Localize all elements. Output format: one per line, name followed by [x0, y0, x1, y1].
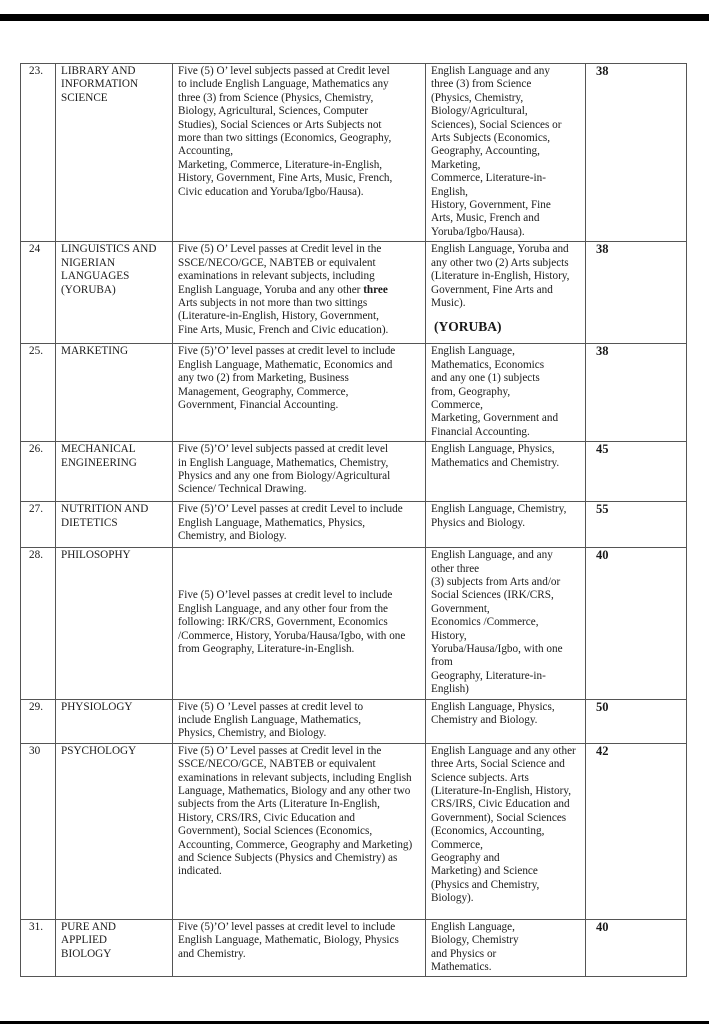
olevel-bold-word: three [363, 283, 388, 296]
course-name: PHILOSOPHY [56, 548, 173, 699]
utme-subjects: English Language, Physics, Chemistry and Biology. [426, 699, 586, 743]
olevel-requirements: Five (5) O’ Level passes at Credit level in the SSCE/NECO/GCE, NABTEB or equivalent examinations in relevant subjects, including English Language, Mathematics, Biology and any other two subjects from the Arts (Literature In-English, History, CRS/IRS, Civic Education and Government), Social Sciences (Economics, Accounting, Commerce, Geography and Marketing) and Science Subjects (Physics and Chemistry) as indicated. [173, 743, 426, 919]
row-number: 23. [21, 64, 56, 242]
cutoff-score: 38 [586, 242, 687, 344]
top-page-border [0, 14, 709, 21]
table-row [21, 242, 687, 344]
row-number: 31. [21, 919, 56, 977]
course-name: LINGUISTICS AND NIGERIAN LANGUAGES (YORUBA) [56, 242, 173, 344]
course-name: PSYCHOLOGY [56, 743, 173, 919]
olevel-requirements: Five (5)’O’ level passes at credit level to include English Language, Mathematic, Economics and any two (2) from Marketing, Business Management, Geography, Commerce, Government, Financial Accounting. [173, 344, 426, 442]
cutoff-score: 50 [586, 699, 687, 743]
utme-subjects: English Language, and any other three (3) subjects from Arts and/or Social Sciences (IRK/CRS, Government, Economics /Commerce, History, Yoruba/Hausa/Igbo, with one from Geography, Literature-in- English) [426, 548, 586, 699]
utme-text: English Language, Yoruba and any other two (2) Arts subjects (Literature in-English, History, Government, Fine Arts and Music). [431, 243, 570, 309]
olevel-requirements: Five (5) O’ level subjects passed at Credit level to include English Language, Mathematics any three (3) from Science (Physics, Chemistry, Biology, Agricultural, Sciences, Computer Studies), Social Sciences or Arts Subjects not more than two sittings (Economics, Geography, Accounting, Marketing, Commerce, Literature-in-English, History, Government, Fine Arts, Music, French, Civic education and Yoruba/Igbo/Hausa). [173, 64, 426, 242]
table-row [21, 743, 687, 919]
utme-subjects [426, 242, 586, 344]
row-number: 25. [21, 344, 56, 442]
olevel-requirements: Five (5)’O’ level subjects passed at credit level in English Language, Mathematics, Chemistry, Physics and any one from Biology/Agricultural Science/ Technical Drawing. [173, 442, 426, 502]
course-name: LIBRARY AND INFORMATION SCIENCE [56, 64, 173, 242]
row-number: 27. [21, 502, 56, 548]
cutoff-score: 55 [586, 502, 687, 548]
olevel-requirements [173, 242, 426, 344]
course-name: MECHANICAL ENGINEERING [56, 442, 173, 502]
course-name: PHYSIOLOGY [56, 699, 173, 743]
table-row [21, 548, 687, 699]
row-number: 24 [21, 242, 56, 344]
utme-subjects: English Language, Mathematics, Economics and any one (1) subjects from, Geography, Commerce, Marketing, Government and Financial Accounting. [426, 344, 586, 442]
row-number: 28. [21, 548, 56, 699]
cutoff-score: 38 [586, 64, 687, 242]
course-name: NUTRITION AND DIETETICS [56, 502, 173, 548]
cutoff-score: 38 [586, 344, 687, 442]
utme-subjects: English Language, Chemistry, Physics and Biology. [426, 502, 586, 548]
olevel-text-part: Arts subjects in not more than two sittings (Literature-in-English, History, Government, Fine Arts, Music, French and Civic education). [178, 296, 389, 336]
cutoff-score: 40 [586, 548, 687, 699]
olevel-requirements: Five (5)’O’ level passes at credit level to include English Language, Mathematic, Biology, Physics and Chemistry. [173, 919, 426, 977]
cutoff-score: 42 [586, 743, 687, 919]
olevel-requirements: Five (5) O ’Level passes at credit level to include English Language, Mathematics, Physics, Chemistry, and Biology. [173, 699, 426, 743]
utme-subtitle: (YORUBA) [434, 319, 502, 335]
cutoff-score: 45 [586, 442, 687, 502]
utme-subjects: English Language and any other three Arts, Social Science and Science subjects. Arts (Literature-In-English, History, CRS/IRS, Civic Education and Government), Social Sciences (Economics, Accounting, Commerce, Geography and Marketing) and Science (Physics and Chemistry, Biology). [426, 743, 586, 919]
table-row [21, 502, 687, 548]
table-row [21, 919, 687, 977]
table-row [21, 442, 687, 502]
table-row [21, 699, 687, 743]
row-number: 30 [21, 743, 56, 919]
utme-subjects: English Language, Physics, Mathematics and Chemistry. [426, 442, 586, 502]
utme-subjects: English Language and any three (3) from Science (Physics, Chemistry, Biology/Agricultural, Sciences), Social Sciences or Arts Subjects (Economics, Geography, Accounting, Marketing, Commerce, Literature-in- English, History, Government, Fine Arts, Music, French and Yoruba/Igbo/Hausa). [426, 64, 586, 242]
cutoff-score: 40 [586, 919, 687, 977]
table-row [21, 64, 687, 242]
olevel-requirements: Five (5) O’level passes at credit level to include English Language, and any other four from the following: IRK/CRS, Government, Economics /Commerce, History, Yoruba/Hausa/Igbo, with one from Geography, Literature-in-English. [173, 548, 426, 699]
table-row [21, 344, 687, 442]
course-name: MARKETING [56, 344, 173, 442]
olevel-requirements: Five (5)’O’ Level passes at credit Level to include English Language, Mathematics, Physics, Chemistry, and Biology. [173, 502, 426, 548]
row-number: 26. [21, 442, 56, 502]
utme-subjects: English Language, Biology, Chemistry and Physics or Mathematics. [426, 919, 586, 977]
row-number: 29. [21, 699, 56, 743]
olevel-text-part: Five (5) O’ Level passes at Credit level in the SSCE/NECO/GCE, NABTEB or equivalent examinations in relevant subjects, including English Language, Yoruba and any other [178, 243, 382, 296]
admission-requirements-table [20, 63, 687, 977]
course-name: PURE AND APPLIED BIOLOGY [56, 919, 173, 977]
